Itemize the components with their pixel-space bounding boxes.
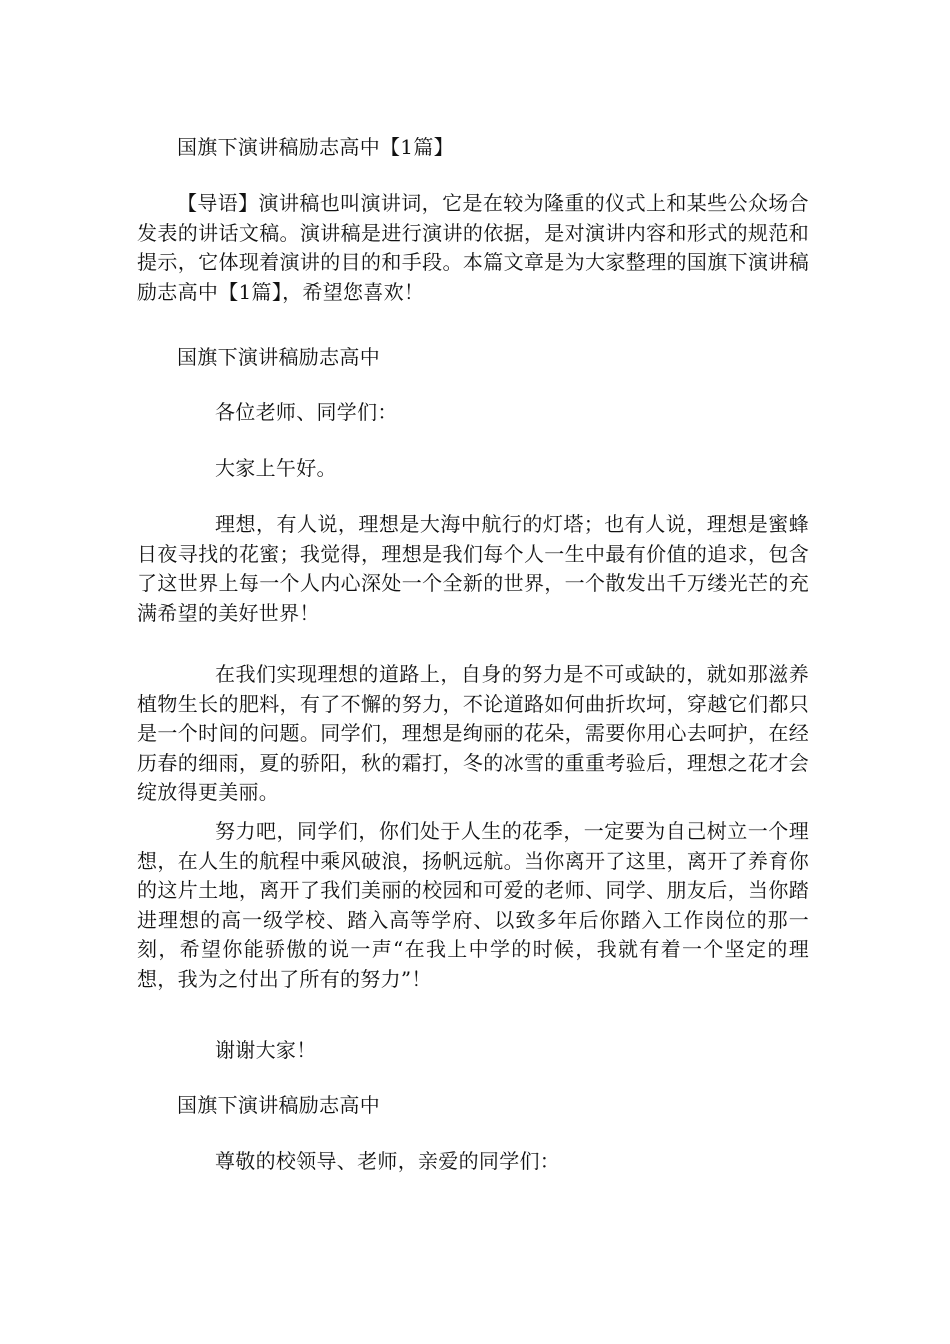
salutation: 尊敬的校领导、老师，亲爱的同学们： xyxy=(215,1149,561,1173)
document-title: 国旗下演讲稿励志高中【1篇】 xyxy=(177,135,454,159)
body-paragraph: 努力吧，同学们，你们处于人生的花季，一定要为自己树立一个理想，在人生的航程中乘风破浪，扬帆远航。当你离开了这里，离开了养育你的这片土地，离开了我们美丽的校园和可爱的老师、同学、朋友后，当你踏进理想的高一级学校、踏入高等学府、以致多年后你踏入工作岗位的那一刻，希望你能骄傲的说一声“在我上中学的时候，我就有着一个坚定的理想，我为之付出了所有的努力”！ xyxy=(137,819,809,991)
body-paragraph: 在我们实现理想的道路上，自身的努力是不可或缺的，就如那滋养植物生长的肥料，有了不懈的努力，不论道路如何曲折坎坷，穿越它们都只是一个时间的问题。同学们，理想是绚丽的花朵，需要你用心去呵护，在经历春的细雨，夏的骄阳，秋的霜打，冬的冰雪的重重考验后，理想之花才会绽放得更美丽。 xyxy=(137,662,809,804)
section-heading: 国旗下演讲稿励志高中 xyxy=(177,345,380,369)
closing-line: 谢谢大家！ xyxy=(215,1038,317,1062)
salutation: 各位老师、同学们： xyxy=(215,400,398,424)
body-paragraph: 理想，有人说，理想是大海中航行的灯塔；也有人说，理想是蜜蜂日夜寻找的花蜜；我觉得，理想是我们每个人一生中最有价值的追求，包含了这世界上每一个人内心深处一个全新的世界，一个散发出千万缕光芒的充满希望的美好世界！ xyxy=(137,512,809,625)
greeting: 大家上午好。 xyxy=(215,456,337,480)
section-heading: 国旗下演讲稿励志高中 xyxy=(177,1093,380,1117)
intro-paragraph: 【导语】演讲稿也叫演讲词，它是在较为隆重的仪式上和某些公众场合发表的讲话文稿。演讲稿是进行演讲的依据，是对演讲内容和形式的规范和提示，它体现着演讲的目的和手段。本篇文章是为大家整理的国旗下演讲稿励志高中【1篇】，希望您喜欢！ xyxy=(137,191,809,304)
